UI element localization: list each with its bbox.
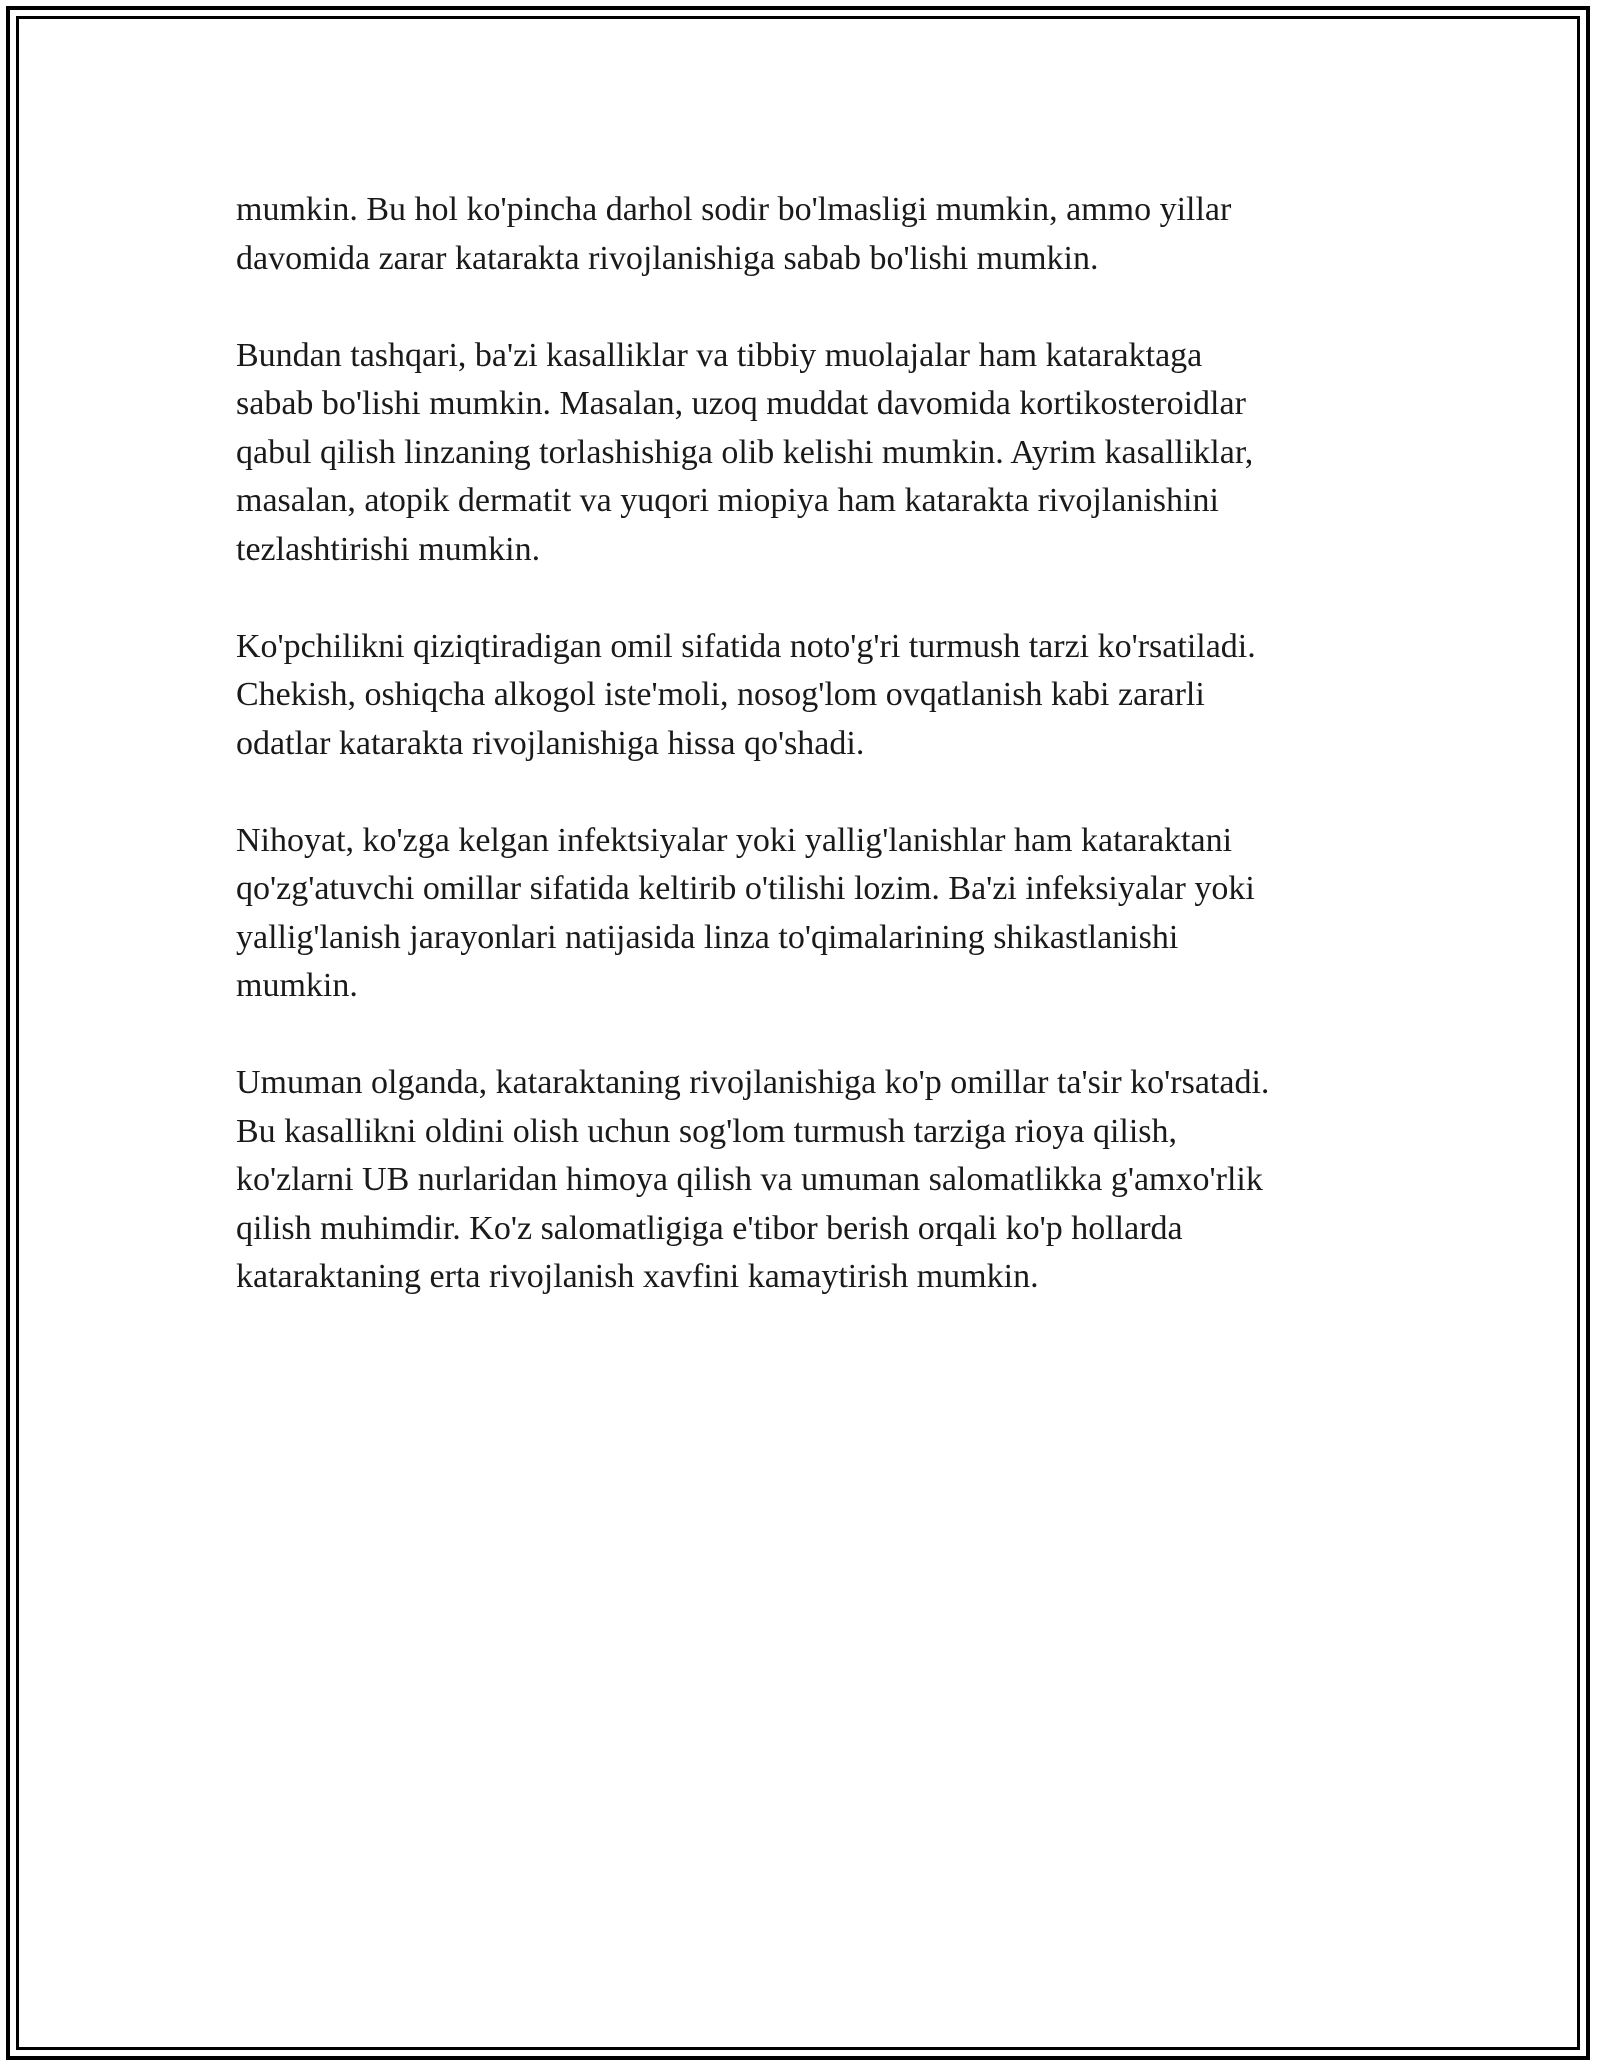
text-line: yallig'lanish jarayonlari natijasida linza to'qimalarining shikastlanishi: [236, 918, 1179, 956]
text-line: Bundan tashqari, ba'zi kasalliklar va tibbiy muolajalar ham kataraktaga: [236, 336, 1203, 374]
paragraph-5: [236, 1059, 1366, 1302]
paragraph-4: [236, 817, 1366, 1011]
text-line: qo'zg'atuvchi omillar sifatida keltirib o'tilishi lozim. Ba'zi infeksiyalar yoki: [236, 870, 1255, 907]
text-line: mumkin. Bu hol ko'pincha darhol sodir bo'lmasligi mumkin, ammo yillar: [236, 191, 1232, 228]
text-line: Nihoyat, ko'zga kelgan infektsiyalar yoki yallig'lanishlar ham kataraktani: [236, 821, 1233, 859]
text-line: qabul qilish linzaning torlashishiga olib kelishi mumkin. Ayrim kasalliklar,: [236, 433, 1254, 471]
text-line: kataraktaning erta rivojlanish xavfini kamaytirish mumkin.: [236, 1258, 1039, 1295]
text-line: Umuman olganda, kataraktaning rivojlanishiga ko'p omillar ta'sir ko'rsatadi.: [236, 1064, 1270, 1101]
paragraph-3: [236, 623, 1366, 769]
paragraph-1: [236, 186, 1366, 283]
text-line: tezlashtirishi mumkin.: [236, 530, 541, 568]
document-body: [236, 186, 1366, 1350]
text-line: qilish muhimdir. Ko'z salomatligiga e'tibor berish orqali ko'p hollarda: [236, 1209, 1183, 1247]
text-line: Bu kasallikni oldini olish uchun sog'lom turmush tarziga rioya qilish,: [236, 1112, 1178, 1150]
text-line: ko'zlarni UB nurlaridan himoya qilish va umuman salomatlikka g'amxo'rlik: [236, 1161, 1263, 1198]
text-line: mumkin.: [236, 967, 358, 1004]
paragraph-2: [236, 332, 1366, 575]
text-line: Chekish, oshiqcha alkogol iste'moli, nosog'lom ovqatlanish kabi zararli: [236, 676, 1205, 713]
text-line: odatlar katarakta rivojlanishiga hissa qo'shadi.: [236, 724, 865, 762]
text-line: davomida zarar katarakta rivojlanishiga sabab bo'lishi mumkin.: [236, 239, 1099, 277]
text-line: sabab bo'lishi mumkin. Masalan, uzoq muddat davomida kortikosteroidlar: [236, 385, 1246, 422]
text-line: masalan, atopik dermatit va yuqori miopiya ham katarakta rivojlanishini: [236, 482, 1219, 519]
text-line: Ko'pchilikni qiziqtiradigan omil sifatida noto'g'ri turmush tarzi ko'rsatiladi.: [236, 627, 1256, 665]
